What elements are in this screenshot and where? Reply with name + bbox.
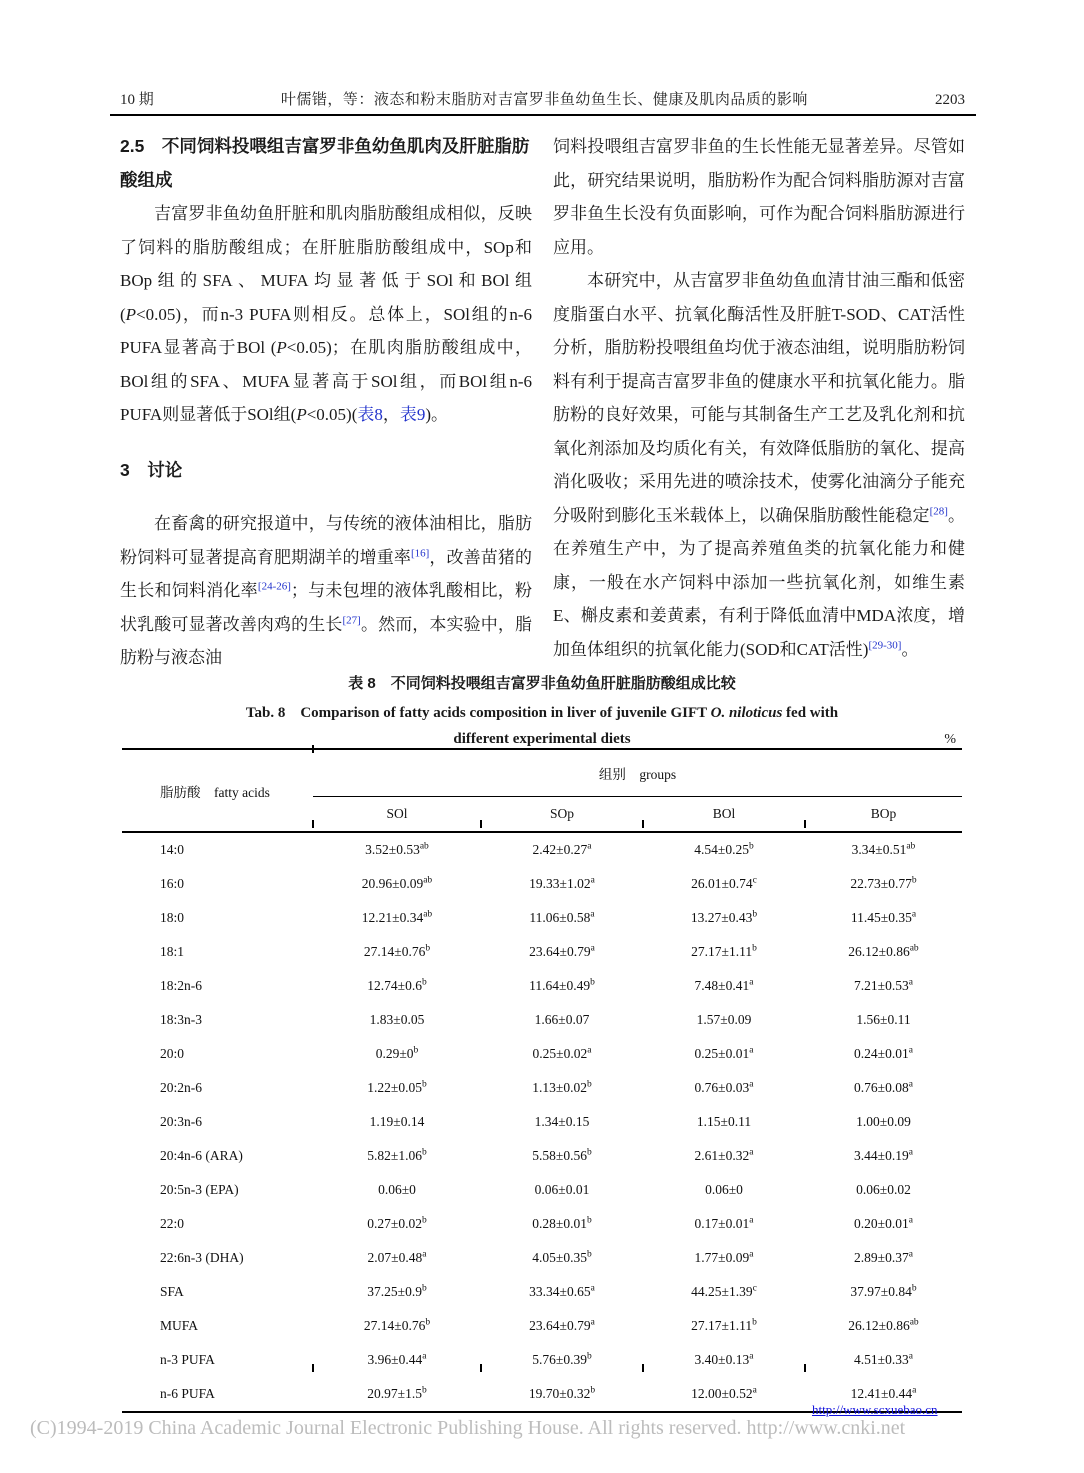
italic-text: O. niloticus (710, 705, 783, 721)
significance-superscript: b (748, 841, 754, 852)
significance-superscript: ab (909, 1317, 919, 1328)
value-cell: 27.17±1.11$^b$ (691, 943, 757, 959)
citation-ref[interactable]: [16] (410, 546, 430, 559)
value-cell: 0.06±0.02 (856, 1182, 911, 1197)
significance-superscript: b (421, 977, 427, 988)
table-row (122, 1071, 962, 1105)
value-cell: 12.74±0.6$^b$ (367, 977, 427, 993)
significance-superscript: a (908, 1351, 913, 1362)
significance-superscript: a (908, 1079, 913, 1090)
value-cell: 2.42±0.27$^a$ (532, 841, 592, 857)
table-unit-label: % (944, 732, 956, 747)
value-cell: 0.06±0.01 (534, 1182, 590, 1197)
value-cell: 0.76±0.08$^a$ (854, 1079, 913, 1095)
fatty-acid-label: 20:3n-6 (160, 1114, 202, 1129)
significance-superscript: a (590, 1317, 595, 1328)
significance-superscript: a (590, 875, 595, 886)
significance-superscript: ab (419, 841, 429, 852)
value-cell: 3.96±0.44$^a$ (367, 1351, 427, 1367)
paragraph-study: 本研究中，从吉富罗非鱼幼鱼血清甘油三酯和低密度脂蛋白水平、抗氧化酶活性及肝脏T-SOD、CAT活性分析，脂肪粉投喂组鱼均优于液态油组，说明脂肪粉饲料有利于提高吉富罗非鱼的健康水平和抗氧化能力。脂肪粉的良好效果，可能与其制备生产工艺及乳化剂和抗氧化剂添加及均质化有关，有效降低脂肪的氧化、提高消化吸收；采用先进的喷涂技术，使雾化油滴分子能充分吸附到膨化玉米载体上，以确保脂肪酸性能稳定[28]。在养殖生产中，为了提高养殖鱼类的抗氧化能力和健康，一般在水产饲料中添加一些抗氧化剂，如维生素E、槲皮素和姜黄素，有利于降低血清中MDA浓度，增加鱼体组织的抗氧化能力(SOD和CAT活性)[29-30]。 (553, 271, 966, 659)
significance-superscript: a (590, 1283, 595, 1294)
fatty-acid-label: MUFA (160, 1318, 199, 1333)
table-caption-zh: 表 8 不同饲料投喂组吉富罗非鱼幼鱼肝脏脂肪酸组成比较 (348, 675, 736, 692)
value-cell: 1.34±0.15 (534, 1114, 590, 1129)
significance-superscript: a (422, 1249, 427, 1260)
fatty-acids-table (122, 748, 962, 1413)
significance-superscript: b (586, 1249, 592, 1260)
value-cell: 12.21±0.34$^{ab}$ (361, 909, 433, 925)
value-cell: 1.15±0.11 (696, 1114, 752, 1129)
value-cell: 5.76±0.39$^b$ (532, 1351, 592, 1367)
rule-tick (642, 820, 644, 828)
significance-superscript: a (749, 1045, 754, 1056)
fatty-acid-label: n-3 PUFA (160, 1352, 215, 1367)
running-head (120, 88, 965, 109)
italic-text: P (296, 405, 307, 424)
value-cell: 0.24±0.01$^a$ (854, 1045, 913, 1061)
table-row (122, 1037, 962, 1071)
value-cell: 11.06±0.58$^a$ (529, 909, 595, 925)
significance-superscript: b (911, 875, 917, 886)
significance-superscript: a (912, 1385, 917, 1396)
value-cell: 12.00±0.52$^a$ (691, 1385, 757, 1401)
value-cell: 1.13±0.02$^b$ (532, 1079, 592, 1095)
fatty-acid-label: 20:4n-6 (ARA) (160, 1148, 243, 1163)
significance-superscript: b (421, 1215, 427, 1226)
significance-superscript: ab (906, 841, 916, 852)
value-cell: 44.25±1.39$^c$ (691, 1283, 757, 1299)
value-cell: 0.20±0.01$^a$ (854, 1215, 913, 1231)
table-row (122, 1309, 962, 1343)
value-cell: 19.70±0.32$^b$ (528, 1385, 596, 1401)
significance-superscript: a (587, 841, 592, 852)
rule-tick (480, 1364, 482, 1372)
value-cell: 5.58±0.56$^b$ (532, 1147, 592, 1163)
value-cell: 0.76±0.03$^a$ (694, 1079, 754, 1095)
significance-superscript: a (749, 977, 754, 988)
value-cell: 0.27±0.02$^b$ (367, 1215, 427, 1231)
page-number: 2203 (935, 92, 965, 108)
value-cell: 27.17±1.11$^b$ (691, 1317, 757, 1333)
citation-ref[interactable]: [27] (342, 613, 361, 626)
significance-superscript: a (590, 943, 595, 954)
fatty-acid-label: SFA (160, 1284, 184, 1299)
value-cell: 1.19±0.14 (369, 1114, 425, 1129)
table-row (122, 901, 962, 935)
value-cell: 13.27±0.43$^b$ (690, 909, 758, 925)
table-cross-ref-link[interactable]: 表9 (399, 405, 426, 424)
row-header-fatty-acids: 脂肪酸 fatty acids (122, 749, 313, 832)
running-title: 叶儒锴，等：液态和粉末脂肪对吉富罗非鱼幼鱼生长、健康及肌肉品质的影响 (280, 92, 808, 108)
column-header-bol: BOl (643, 797, 805, 833)
significance-superscript: b (421, 1079, 427, 1090)
value-cell: 1.66±0.07 (534, 1012, 590, 1027)
value-cell: 0.06±0 (705, 1182, 743, 1197)
value-cell: $0.29\pm 0^b$ (375, 1045, 419, 1061)
fatty-acid-label: 16:0 (160, 876, 185, 891)
value-cell: 1.77±0.09$^a$ (694, 1249, 754, 1265)
value-cell: 4.51±0.33$^a$ (854, 1351, 913, 1367)
value-cell: 7.21±0.53$^a$ (854, 977, 913, 993)
significance-superscript: b (752, 909, 758, 920)
value-cell: 7.48±0.41$^a$ (694, 977, 754, 993)
table-row (122, 1003, 962, 1037)
significance-superscript: b (421, 1147, 427, 1158)
significance-superscript: a (749, 1351, 754, 1362)
significance-superscript: a (908, 977, 913, 988)
section-heading-2-5: 2.5 不同饲料投喂组吉富罗非鱼幼鱼肌肉及肝脏脂肪酸组成 (120, 136, 530, 190)
table-row (122, 1105, 962, 1139)
value-cell: 26.12±0.86$^{ab}$ (848, 943, 919, 959)
significance-superscript: a (749, 1079, 754, 1090)
value-cell: 20.96±0.09$^{ab}$ (361, 875, 433, 891)
rule-tick (480, 820, 482, 828)
significance-superscript: b (586, 1147, 592, 1158)
value-cell: 4.54±0.25$^b$ (694, 841, 754, 857)
rule-tick (642, 1364, 644, 1372)
fatty-acid-label: 18:1 (160, 944, 185, 959)
significance-superscript: a (749, 1249, 754, 1260)
table-row (122, 1139, 962, 1173)
value-cell: 0.25±0.01$^a$ (694, 1045, 754, 1061)
value-cell: 22.73±0.77$^b$ (850, 875, 917, 891)
copyright-watermark: (C)1994-2019 China Academic Journal Electronic Publishing House. All rights reserved. http://www.cnki.net (30, 1417, 906, 1439)
fatty-acid-label: 18:0 (160, 910, 185, 925)
significance-superscript: b (586, 1079, 592, 1090)
table-cross-ref-link[interactable]: 表8 (357, 405, 383, 424)
left-column (120, 130, 532, 675)
table-caption-en-1: Tab. 8 Comparison of fatty acids composition in liver of juvenile GIFT O. niloticus fed with (245, 705, 839, 721)
value-cell: 12.41±0.44$^a$ (850, 1385, 917, 1401)
value-cell: 1.00±0.09 (856, 1114, 911, 1129)
citation-ref[interactable]: [28] (929, 504, 948, 517)
value-cell: 11.45±0.35$^a$ (850, 909, 917, 925)
significance-superscript: a (908, 1045, 913, 1056)
fatty-acid-label: 22:0 (160, 1216, 185, 1231)
significance-superscript: a (749, 1147, 754, 1158)
significance-superscript: ab (423, 875, 433, 886)
significance-superscript: c (752, 1283, 757, 1294)
significance-superscript: b (425, 943, 431, 954)
table-row (122, 1275, 962, 1309)
value-cell: 0.17±0.01$^a$ (694, 1215, 754, 1231)
significance-superscript: a (908, 1249, 913, 1260)
significance-superscript: b (752, 1317, 757, 1328)
fatty-acid-label: n-6 PUFA (160, 1386, 215, 1401)
value-cell: 33.34±0.65$^a$ (529, 1283, 595, 1299)
significance-superscript: b (590, 1385, 596, 1396)
significance-superscript: b (425, 1317, 431, 1328)
paragraph-discussion: 在畜禽的研究报道中，与传统的液体油相比，脂肪粉饲料可显著提高育肥期湖羊的增重率[16]，改善苗猪的生长和饲料消化率[24-26]；与未包埋的液体乳酸相比，粉状乳酸可显著改善肉鸡的生长[27]。然而，本实验中，脂肪粉与液态油 (120, 514, 533, 667)
fatty-acid-label: 18:3n-3 (160, 1012, 202, 1027)
paragraph-continuation: 饲料投喂组吉富罗非鱼的生长性能无显著差异。尽管如此，研究结果说明，脂肪粉作为配合饲料脂肪源对吉富罗非鱼生长没有负面影响，可作为配合饲料脂肪源进行应用。 (553, 137, 965, 257)
significance-superscript: a (590, 909, 595, 920)
fatty-acid-label: 14:0 (160, 842, 185, 857)
journal-url-link[interactable]: http://www.scxuebao.cn (812, 1402, 938, 1417)
rule-tick (804, 820, 806, 828)
significance-superscript: ab (423, 909, 433, 920)
value-cell: 4.05±0.35$^b$ (532, 1249, 592, 1265)
table-row (122, 935, 962, 969)
table-row (122, 832, 962, 867)
value-cell: 2.89±0.37$^a$ (854, 1249, 913, 1265)
value-cell: 1.56±0.11 (856, 1012, 911, 1027)
value-cell: 26.01±0.74$^c$ (691, 875, 757, 891)
value-cell: 27.14±0.76$^b$ (363, 1317, 431, 1333)
significance-superscript: b (421, 1385, 427, 1396)
significance-superscript: b (586, 1215, 592, 1226)
fatty-acid-label: 20:0 (160, 1046, 185, 1061)
value-cell: 0.28±0.01$^b$ (532, 1215, 592, 1231)
significance-superscript: c (752, 875, 757, 886)
value-cell: 19.33±1.02$^a$ (529, 875, 595, 891)
italic-text: P (125, 304, 137, 324)
value-cell: 1.22±0.05$^b$ (367, 1079, 427, 1095)
value-cell: 11.64±0.49$^b$ (529, 977, 595, 993)
rule-tick (312, 820, 314, 828)
significance-superscript: b (911, 1283, 917, 1294)
value-cell: 3.52±0.53$^{ab}$ (365, 841, 429, 857)
significance-superscript: b (421, 1283, 427, 1294)
rule-tick (804, 1364, 806, 1372)
significance-superscript: b (590, 977, 595, 988)
value-cell: 3.44±0.19$^a$ (854, 1147, 913, 1163)
fatty-acid-label: 22:6n-3 (DHA) (160, 1250, 244, 1265)
citation-ref[interactable]: [24-26] (257, 580, 291, 593)
fatty-acid-label: 20:2n-6 (160, 1080, 202, 1095)
value-cell: 27.14±0.76$^b$ (363, 943, 431, 959)
table-row (122, 1207, 962, 1241)
column-header-bop: BOp (805, 797, 962, 833)
table-row (122, 969, 962, 1003)
value-cell: 3.40±0.13$^a$ (694, 1351, 754, 1367)
table-row (122, 1343, 962, 1377)
value-cell: 1.57±0.09 (696, 1012, 752, 1027)
significance-superscript: a (908, 1147, 913, 1158)
header-rule (110, 114, 976, 116)
value-cell: 26.12±0.86$^{ab}$ (848, 1317, 919, 1333)
value-cell: 3.34±0.51$^{ab}$ (851, 841, 916, 857)
value-cell: 20.97±1.5$^b$ (367, 1385, 427, 1401)
significance-superscript: a (749, 1215, 754, 1226)
value-cell: 2.61±0.32$^a$ (694, 1147, 754, 1163)
value-cell: 5.82±1.06$^b$ (367, 1147, 427, 1163)
table-row (122, 867, 962, 901)
table-row (122, 1241, 962, 1275)
significance-superscript: a (752, 1385, 757, 1396)
value-cell: 0.06±0 (378, 1182, 416, 1197)
significance-superscript: a (587, 1045, 592, 1056)
significance-superscript: b (413, 1045, 419, 1056)
significance-superscript: b (752, 943, 757, 954)
fatty-acid-label: 20:5n-3 (EPA) (160, 1182, 239, 1197)
value-cell: 37.25±0.9$^b$ (367, 1283, 427, 1299)
right-column (553, 130, 965, 666)
significance-superscript: b (586, 1351, 592, 1362)
paragraph-results: 吉富罗非鱼幼鱼肝脏和肌肉脂肪酸组成相似，反映了饲料的脂肪酸组成；在肝脏脂肪酸组成中，SOp和BOp组的SFA、MUFA均显著低于SOl和BOl组(P<0.05)，而n-3 PUFA则相反。总体上，SOl组的n-6 PUFA显著高于BOl (P<0.05)；在肌肉脂肪酸组成中，BOl组的SFA、MUFA显著高于SOl组，而BOl组n-6 PUFA则显著低于SOl组(P<0.05)(表8，表9)。 (120, 204, 533, 424)
section-heading-discussion: 3 讨论 (120, 459, 183, 480)
rule-tick (312, 745, 314, 753)
value-cell: 2.07±0.48$^a$ (367, 1249, 427, 1265)
significance-superscript: a (908, 1215, 913, 1226)
column-header-sol: SOl (313, 797, 481, 833)
value-cell: 23.64±0.79$^a$ (529, 943, 595, 959)
value-cell: 23.64±0.79$^a$ (529, 1317, 595, 1333)
value-cell: 0.25±0.02$^a$ (532, 1045, 592, 1061)
table-caption-en-2 (122, 731, 962, 748)
significance-superscript: a (422, 1351, 427, 1362)
rule-tick (312, 1364, 314, 1372)
table-row (122, 1173, 962, 1207)
value-cell: 1.83±0.05 (369, 1012, 425, 1027)
table-caption-en-2-text: different experimental diets (453, 731, 631, 747)
issue-number: 10 期 (120, 92, 154, 108)
citation-ref[interactable]: [29-30] (868, 638, 902, 651)
significance-superscript: a (911, 909, 917, 920)
fatty-acid-label: 18:2n-6 (160, 978, 202, 993)
significance-superscript: ab (909, 943, 919, 954)
value-cell: 37.97±0.84$^b$ (850, 1283, 917, 1299)
italic-text: P (276, 338, 287, 357)
column-header-sop: SOp (481, 797, 643, 833)
group-header: 组别 groups (313, 749, 962, 797)
